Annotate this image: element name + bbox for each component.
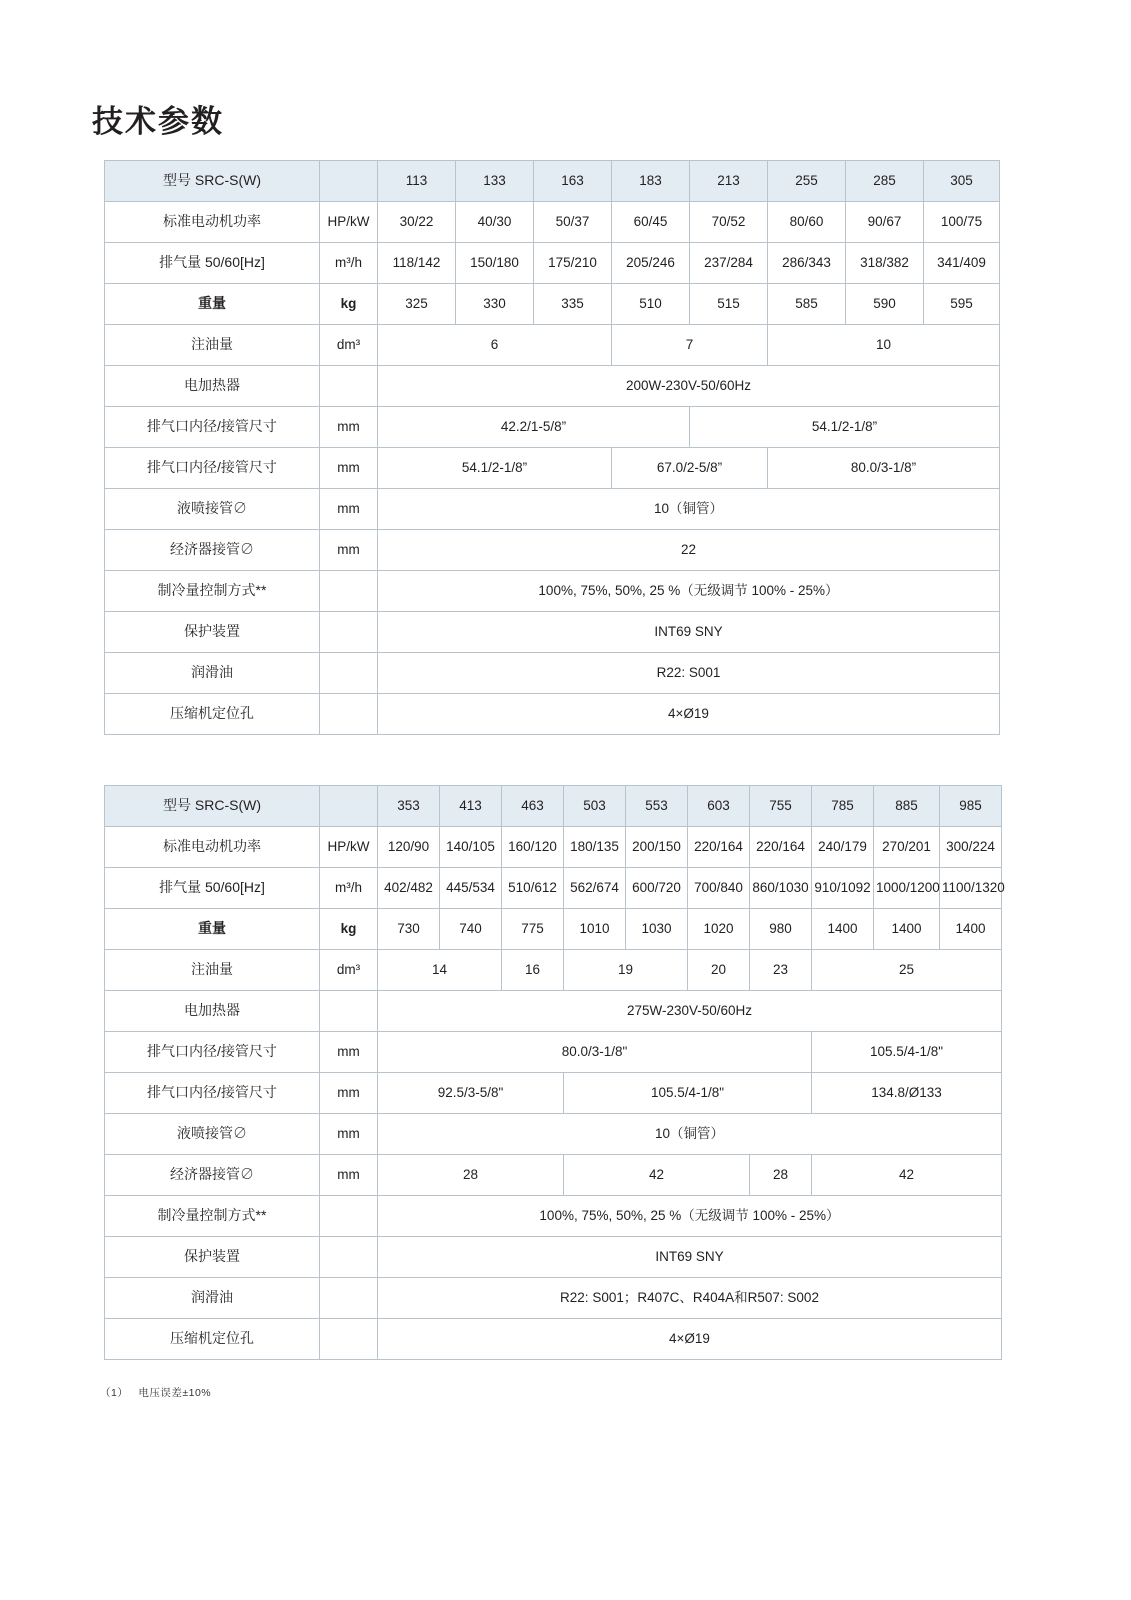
row-label: 标准电动机功率	[105, 202, 320, 243]
row-value-cell: 140/105	[440, 827, 502, 868]
row-label: 排气量 50/60[Hz]	[105, 868, 320, 909]
row-merged-cell: 100%, 75%, 50%, 25 %（无级调节 100% - 25%）	[378, 1196, 1002, 1237]
row-merged-cell: 4×Ø19	[378, 1319, 1002, 1360]
header-model-cell: 413	[440, 786, 502, 827]
header-model-cell: 305	[924, 161, 1000, 202]
row-label: 保护装置	[105, 612, 320, 653]
row-unit	[320, 612, 378, 653]
row-value-cell: 860/1030	[750, 868, 812, 909]
row-value-cell: 510	[612, 284, 690, 325]
row-unit: mm	[320, 448, 378, 489]
table-row	[105, 868, 1002, 909]
row-unit	[320, 571, 378, 612]
row-value-cell: 1400	[874, 909, 940, 950]
table-row	[105, 1278, 1002, 1319]
row-value-cell: 270/201	[874, 827, 940, 868]
row-merged-cell: 16	[502, 950, 564, 991]
footnote-text: 电压误差±10%	[138, 1387, 212, 1399]
row-label: 排气量 50/60[Hz]	[105, 243, 320, 284]
row-value-cell: 1400	[812, 909, 874, 950]
table-row	[105, 1114, 1002, 1155]
table-row	[105, 991, 1002, 1032]
row-value-cell: 50/37	[534, 202, 612, 243]
row-merged-cell: INT69 SNY	[378, 612, 1000, 653]
row-value-cell: 237/284	[690, 243, 768, 284]
table-row	[105, 1196, 1002, 1237]
header-model-cell: 603	[688, 786, 750, 827]
spec-table-2	[104, 785, 1005, 1360]
header-model-cell: 113	[378, 161, 456, 202]
header-model-cell: 213	[690, 161, 768, 202]
row-merged-cell: 54.1/2-1/8”	[690, 407, 1000, 448]
row-label: 电加热器	[105, 366, 320, 407]
header-model-cell: 255	[768, 161, 846, 202]
row-merged-cell: 20	[688, 950, 750, 991]
row-value-cell: 775	[502, 909, 564, 950]
header-model-cell: 353	[378, 786, 440, 827]
table-row	[105, 950, 1002, 991]
header-model-cell: 285	[846, 161, 924, 202]
header-model-cell: 183	[612, 161, 690, 202]
row-unit: kg	[320, 284, 378, 325]
row-value-cell: 600/720	[626, 868, 688, 909]
header-model-cell: 755	[750, 786, 812, 827]
row-value-cell: 1020	[688, 909, 750, 950]
table-row	[105, 653, 1000, 694]
row-value-cell: 700/840	[688, 868, 750, 909]
row-merged-cell: 7	[612, 325, 768, 366]
row-value-cell: 40/30	[456, 202, 534, 243]
table-row	[105, 325, 1000, 366]
row-merged-cell: INT69 SNY	[378, 1237, 1002, 1278]
header-model-cell: 503	[564, 786, 626, 827]
header-model-cell: 133	[456, 161, 534, 202]
row-unit: mm	[320, 1114, 378, 1155]
row-value-cell: 100/75	[924, 202, 1000, 243]
row-merged-cell: 42	[812, 1155, 1002, 1196]
row-unit: kg	[320, 909, 378, 950]
row-merged-cell: 92.5/3-5/8"	[378, 1073, 564, 1114]
spec-table-2-body	[105, 786, 1005, 1360]
row-merged-cell: R22: S001；R407C、R404A和R507: S002	[378, 1278, 1002, 1319]
row-value-cell: 980	[750, 909, 812, 950]
row-label: 润滑油	[105, 653, 320, 694]
table-row	[105, 909, 1002, 950]
table-row	[105, 243, 1000, 284]
row-label: 排气口内径/接管尺寸	[105, 1032, 320, 1073]
row-label: 标准电动机功率	[105, 827, 320, 868]
row-value-cell: 60/45	[612, 202, 690, 243]
row-label: 电加热器	[105, 991, 320, 1032]
row-unit	[320, 1237, 378, 1278]
row-merged-cell: 275W-230V-50/60Hz	[378, 991, 1002, 1032]
header-model-cell: 463	[502, 786, 564, 827]
row-unit	[320, 653, 378, 694]
row-merged-cell: 23	[750, 950, 812, 991]
row-unit	[320, 366, 378, 407]
spec-table-1	[104, 160, 1000, 735]
row-unit: HP/kW	[320, 827, 378, 868]
row-merged-cell: 54.1/2-1/8”	[378, 448, 612, 489]
row-label: 排气口内径/接管尺寸	[105, 1073, 320, 1114]
row-label: 注油量	[105, 950, 320, 991]
row-value-cell: 330	[456, 284, 534, 325]
row-merged-cell: 80.0/3-1/8"	[378, 1032, 812, 1073]
row-label: 经济器接管∅	[105, 530, 320, 571]
row-value-cell: 30/22	[378, 202, 456, 243]
footnote	[100, 1385, 211, 1400]
row-merged-cell: 42.2/1-5/8”	[378, 407, 690, 448]
row-value-cell: 240/179	[812, 827, 874, 868]
row-merged-cell: 42	[564, 1155, 750, 1196]
row-value-cell: 445/534	[440, 868, 502, 909]
row-label: 压缩机定位孔	[105, 1319, 320, 1360]
row-value-cell: 286/343	[768, 243, 846, 284]
table-row	[105, 284, 1000, 325]
spec-table-1-body	[105, 161, 1000, 735]
row-merged-cell: 10（铜管）	[378, 1114, 1002, 1155]
table-row	[105, 407, 1000, 448]
table-row	[105, 1237, 1002, 1278]
row-value-cell: 1010	[564, 909, 626, 950]
row-unit: mm	[320, 489, 378, 530]
table-row	[105, 612, 1000, 653]
row-merged-cell: 105.5/4-1/8"	[564, 1073, 812, 1114]
row-merged-cell: 22	[378, 530, 1000, 571]
row-label: 重量	[105, 284, 320, 325]
table-row	[105, 530, 1000, 571]
row-value-cell: 175/210	[534, 243, 612, 284]
table-row	[105, 1032, 1002, 1073]
page-title: 技术参数	[92, 104, 224, 139]
header-model-cell: 885	[874, 786, 940, 827]
header-unit-cell	[320, 161, 378, 202]
row-value-cell: 1030	[626, 909, 688, 950]
row-value-cell: 318/382	[846, 243, 924, 284]
row-value-cell: 595	[924, 284, 1000, 325]
row-value-cell: 300/224	[940, 827, 1002, 868]
row-label: 经济器接管∅	[105, 1155, 320, 1196]
row-value-cell: 180/135	[564, 827, 626, 868]
row-label: 注油量	[105, 325, 320, 366]
row-unit: dm³	[320, 950, 378, 991]
row-merged-cell: R22: S001	[378, 653, 1000, 694]
table-header-row	[105, 161, 1000, 202]
row-unit: mm	[320, 530, 378, 571]
row-value-cell: 325	[378, 284, 456, 325]
row-label: 保护装置	[105, 1237, 320, 1278]
row-merged-cell: 19	[564, 950, 688, 991]
header-unit-cell	[320, 786, 378, 827]
table-header-row	[105, 786, 1002, 827]
row-merged-cell: 10（铜管）	[378, 489, 1000, 530]
row-value-cell: 200/150	[626, 827, 688, 868]
row-value-cell: 1100/1320	[940, 868, 1002, 909]
row-unit: HP/kW	[320, 202, 378, 243]
row-value-cell: 160/120	[502, 827, 564, 868]
table-row	[105, 571, 1000, 612]
header-model-cell: 785	[812, 786, 874, 827]
table-row	[105, 1319, 1002, 1360]
table-row	[105, 489, 1000, 530]
row-merged-cell: 28	[750, 1155, 812, 1196]
table-row	[105, 202, 1000, 243]
row-unit	[320, 1278, 378, 1319]
row-label: 重量	[105, 909, 320, 950]
header-model-cell: 553	[626, 786, 688, 827]
row-value-cell: 730	[378, 909, 440, 950]
row-merged-cell: 6	[378, 325, 612, 366]
table-row	[105, 1073, 1002, 1114]
header-model-label: 型号 SRC-S(W)	[105, 786, 320, 827]
row-value-cell: 120/90	[378, 827, 440, 868]
table-row	[105, 448, 1000, 489]
row-value-cell: 562/674	[564, 868, 626, 909]
row-label: 液喷接管∅	[105, 1114, 320, 1155]
row-value-cell: 1000/1200	[874, 868, 940, 909]
row-value-cell: 740	[440, 909, 502, 950]
header-model-cell: 985	[940, 786, 1002, 827]
row-value-cell: 515	[690, 284, 768, 325]
row-unit: mm	[320, 1155, 378, 1196]
row-value-cell: 70/52	[690, 202, 768, 243]
row-unit	[320, 1196, 378, 1237]
row-value-cell: 118/142	[378, 243, 456, 284]
row-merged-cell: 100%, 75%, 50%, 25 %（无级调节 100% - 25%）	[378, 571, 1000, 612]
row-merged-cell: 134.8/Ø133	[812, 1073, 1002, 1114]
table-row	[105, 827, 1002, 868]
row-merged-cell: 67.0/2-5/8”	[612, 448, 768, 489]
row-value-cell: 402/482	[378, 868, 440, 909]
row-label: 制冷量控制方式**	[105, 571, 320, 612]
row-value-cell: 910/1092	[812, 868, 874, 909]
row-value-cell: 590	[846, 284, 924, 325]
row-unit: mm	[320, 1073, 378, 1114]
row-unit: m³/h	[320, 243, 378, 284]
row-unit: dm³	[320, 325, 378, 366]
row-unit	[320, 694, 378, 735]
table-row	[105, 1155, 1002, 1196]
row-unit: m³/h	[320, 868, 378, 909]
row-value-cell: 150/180	[456, 243, 534, 284]
table-row	[105, 694, 1000, 735]
row-label: 压缩机定位孔	[105, 694, 320, 735]
row-unit: mm	[320, 1032, 378, 1073]
row-merged-cell: 28	[378, 1155, 564, 1196]
table-row	[105, 366, 1000, 407]
row-merged-cell: 25	[812, 950, 1002, 991]
row-value-cell: 205/246	[612, 243, 690, 284]
row-label: 润滑油	[105, 1278, 320, 1319]
row-unit	[320, 1319, 378, 1360]
row-unit: mm	[320, 407, 378, 448]
header-model-label: 型号 SRC-S(W)	[105, 161, 320, 202]
row-value-cell: 220/164	[688, 827, 750, 868]
row-merged-cell: 80.0/3-1/8”	[768, 448, 1000, 489]
row-merged-cell: 10	[768, 325, 1000, 366]
row-value-cell: 341/409	[924, 243, 1000, 284]
row-value-cell: 585	[768, 284, 846, 325]
row-value-cell: 335	[534, 284, 612, 325]
row-merged-cell: 14	[378, 950, 502, 991]
row-label: 液喷接管∅	[105, 489, 320, 530]
row-unit	[320, 991, 378, 1032]
row-merged-cell: 4×Ø19	[378, 694, 1000, 735]
row-merged-cell: 200W-230V-50/60Hz	[378, 366, 1000, 407]
row-merged-cell: 105.5/4-1/8"	[812, 1032, 1002, 1073]
row-label: 排气口内径/接管尺寸	[105, 407, 320, 448]
row-value-cell: 1400	[940, 909, 1002, 950]
footnote-number: （1）	[100, 1387, 129, 1399]
row-value-cell: 220/164	[750, 827, 812, 868]
row-label: 制冷量控制方式**	[105, 1196, 320, 1237]
row-value-cell: 80/60	[768, 202, 846, 243]
row-value-cell: 510/612	[502, 868, 564, 909]
row-value-cell: 90/67	[846, 202, 924, 243]
header-model-cell: 163	[534, 161, 612, 202]
row-label: 排气口内径/接管尺寸	[105, 448, 320, 489]
